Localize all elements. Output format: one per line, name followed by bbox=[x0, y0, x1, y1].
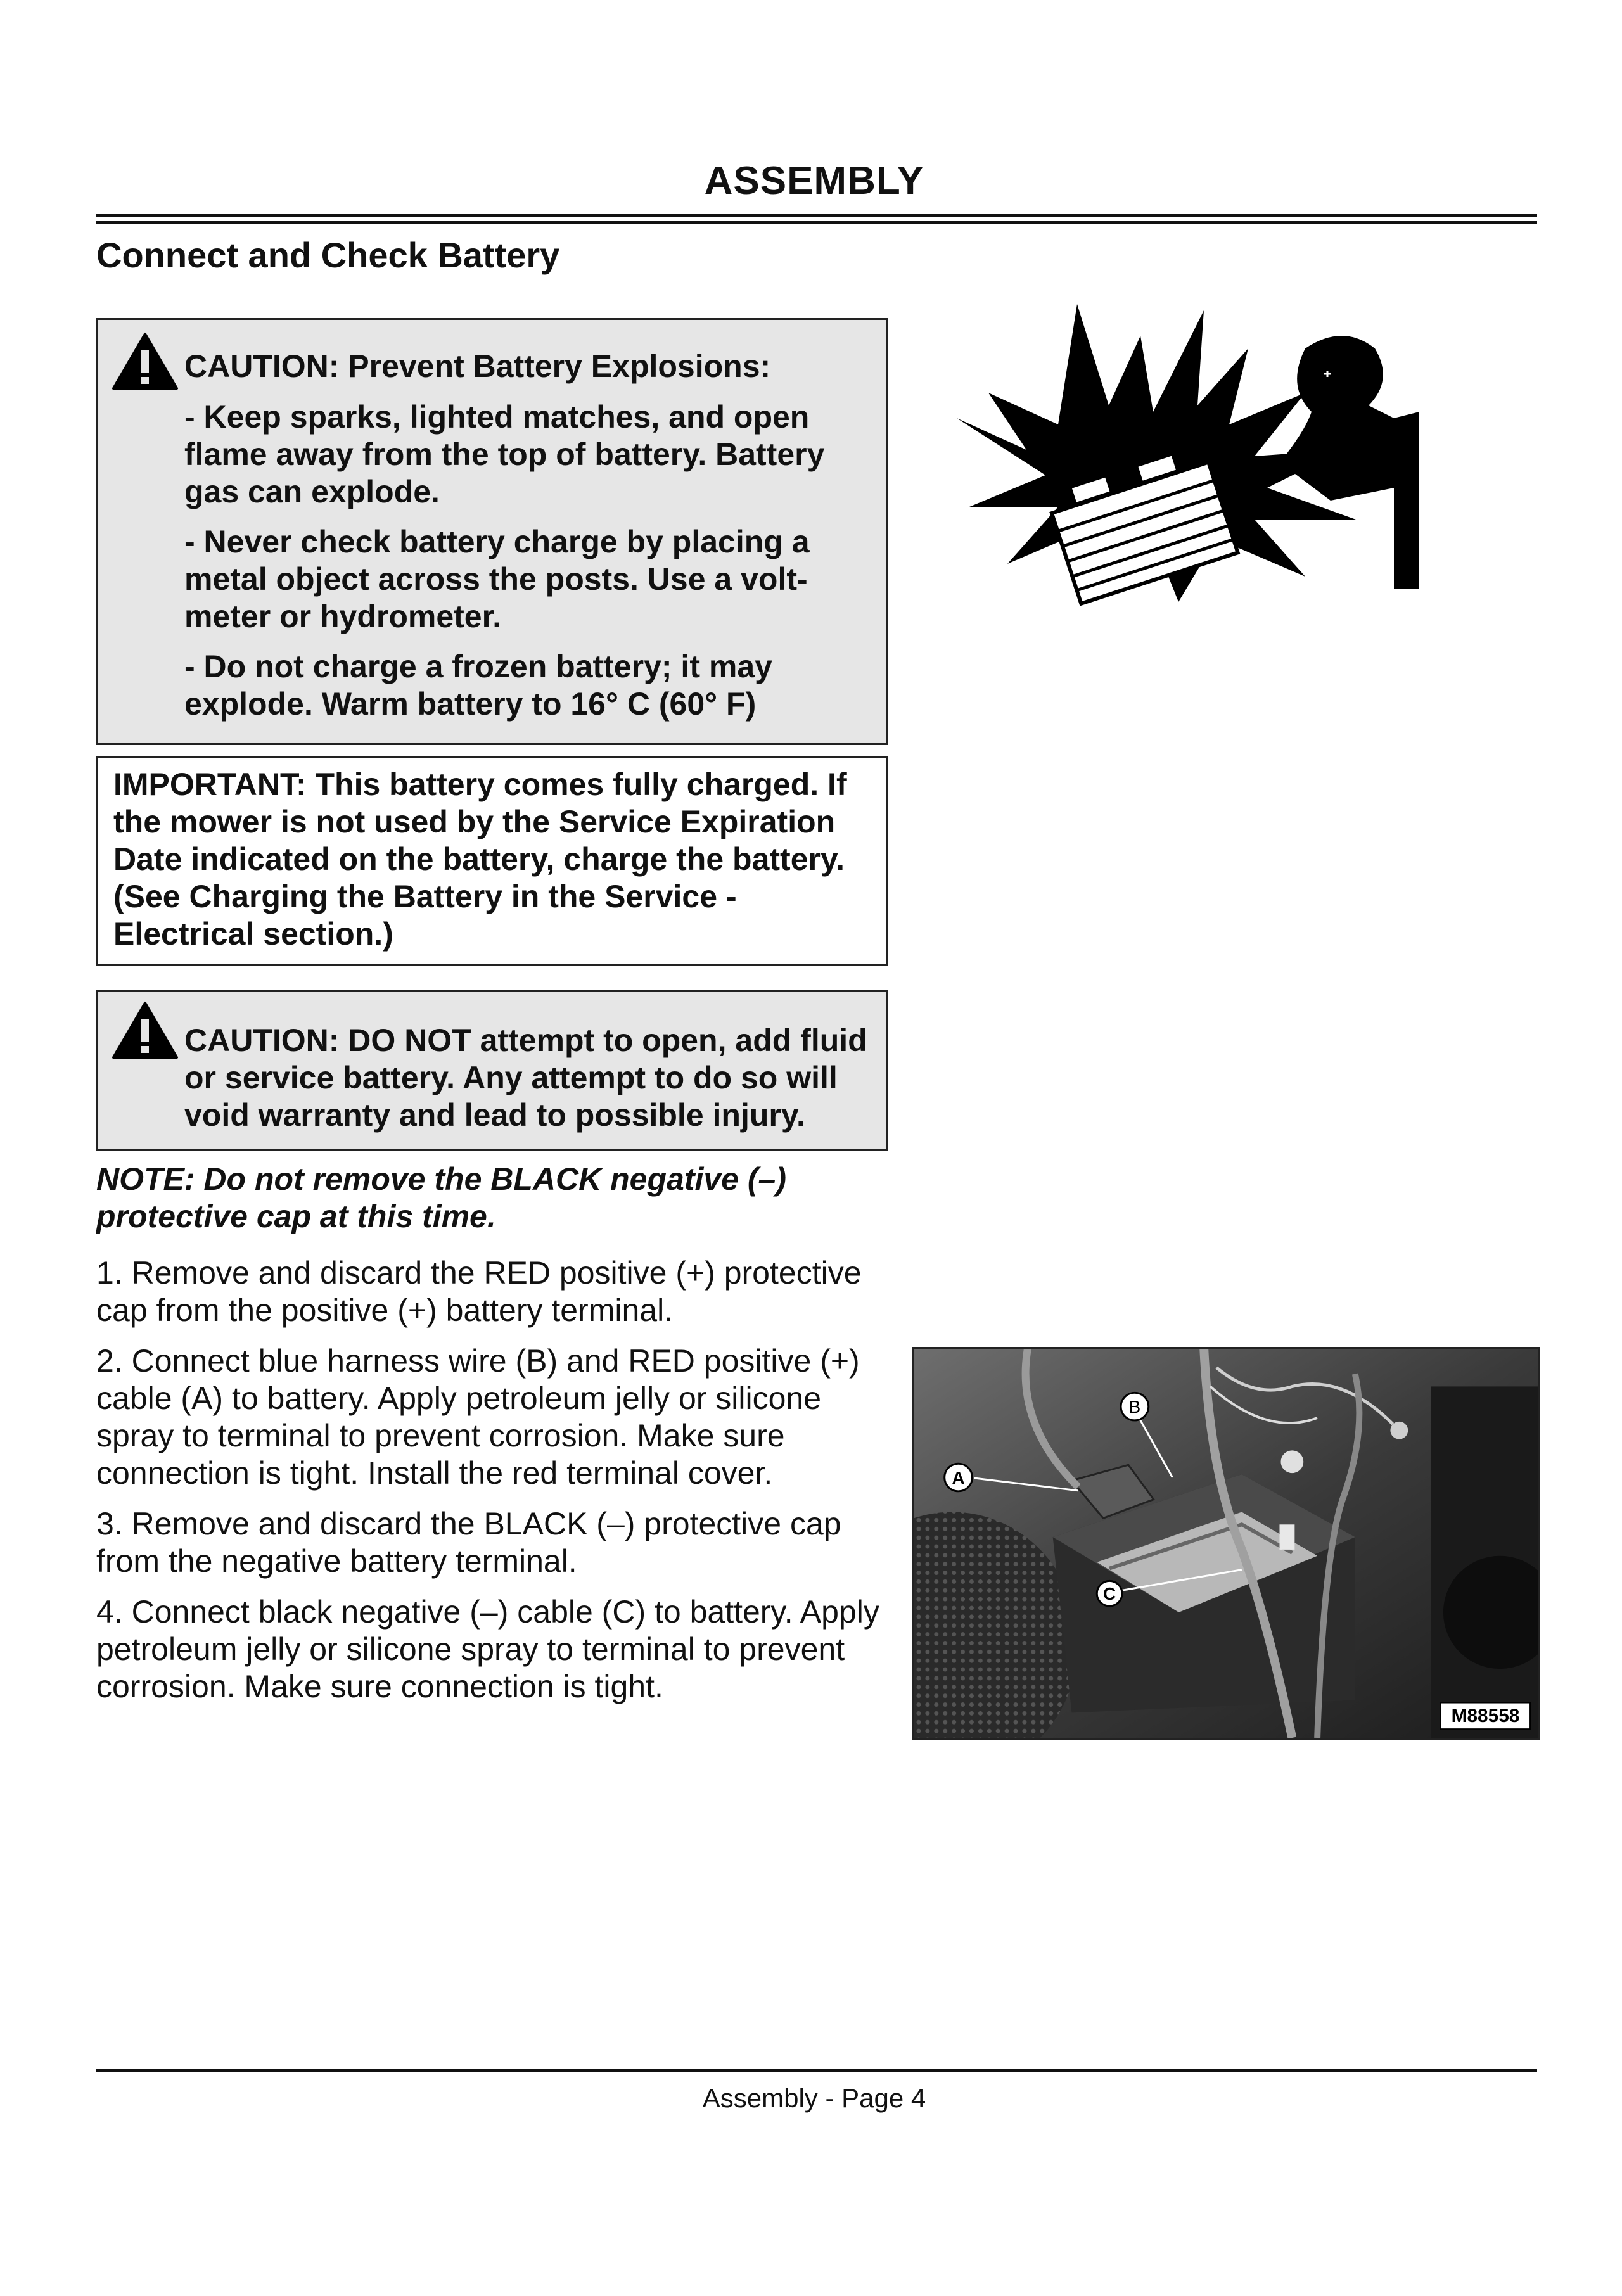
header-double-rule bbox=[96, 214, 1537, 224]
step-item: 2. Connect blue harness wire (B) and RED positive (+) cable (A) to battery. Apply petroleum jelly or silicone spray to terminal to prevent corrosion. Make sure connection is tight. Install the red terminal cover. bbox=[96, 1343, 860, 1491]
caution-item: - Never check battery charge by placing a metal object across the posts. Use a volt-meter or hydrometer. bbox=[184, 524, 810, 634]
important-text: IMPORTANT: This battery comes fully charged. If the mower is not used by the Service Expiration Date indicated on the battery, charge the battery. (See Charging the Battery in the Service - Electrical section.) bbox=[113, 767, 847, 952]
caution-box-do-not-open bbox=[96, 990, 888, 1151]
step-item: 4. Connect black negative (–) cable (C) to battery. Apply petroleum jelly or silicone spray to terminal to prevent corrosion. Make sure connection is tight. bbox=[96, 1594, 879, 1704]
battery-connection-photo bbox=[912, 1347, 1540, 1740]
caution-item: - Do not charge a frozen battery; it may explode. Warm battery to 16° C (60° F) bbox=[184, 649, 772, 722]
callout-b: B bbox=[1128, 1397, 1141, 1417]
section-title: Connect and Check Battery bbox=[96, 235, 560, 275]
caution-item: - Keep sparks, lighted matches, and open flame away from the top of battery. Battery gas can explode. bbox=[184, 399, 825, 509]
caution-box-battery-explosions bbox=[96, 318, 888, 745]
page-header-title: ASSEMBLY bbox=[704, 159, 924, 203]
caution-text: CAUTION: DO NOT attempt to open, add fluid or service battery. Any attempt to do so will void warranty and lead to possible injury. bbox=[184, 1023, 867, 1133]
important-box bbox=[96, 756, 888, 966]
note-text: NOTE: Do not remove the BLACK negative (–) protective cap at this time. bbox=[96, 1161, 786, 1234]
caution-list bbox=[184, 399, 867, 736]
caution-heading: CAUTION: Prevent Battery Explosions: bbox=[184, 348, 771, 384]
warning-triangle-icon bbox=[111, 1000, 179, 1060]
callout-c: C bbox=[1103, 1584, 1116, 1604]
step-item: 3. Remove and discard the BLACK (–) protective cap from the negative battery terminal. bbox=[96, 1506, 841, 1579]
instruction-steps bbox=[96, 1254, 895, 1719]
warning-triangle-icon bbox=[111, 331, 179, 391]
battery-explosion-illustration bbox=[950, 298, 1419, 678]
footer-rule bbox=[96, 2069, 1537, 2072]
callout-a: A bbox=[952, 1467, 965, 1488]
figure-id-label: M88558 bbox=[1451, 1706, 1520, 1727]
page-footer: Assembly - Page 4 bbox=[702, 2083, 926, 2113]
step-item: 1. Remove and discard the RED positive (+) protective cap from the positive (+) battery terminal. bbox=[96, 1255, 862, 1328]
